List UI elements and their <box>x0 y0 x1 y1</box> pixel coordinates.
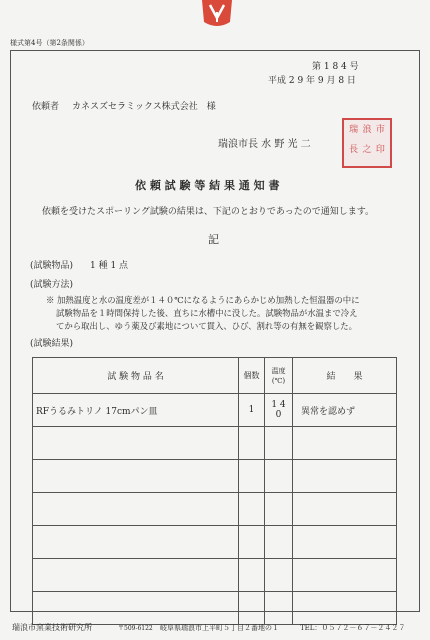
table-row <box>33 427 397 460</box>
requester-label: 依頼者 <box>32 102 60 112</box>
table-header-row <box>33 358 397 394</box>
table-row <box>33 526 397 559</box>
cell-temperature <box>265 460 293 493</box>
stamp-char: 長 <box>349 145 359 155</box>
header-count: 個数 <box>239 358 265 394</box>
stamp-char: 浪 <box>362 125 372 135</box>
cell-count <box>239 526 265 559</box>
requester-name: カネスズセラミックス株式会社 様 <box>72 102 216 112</box>
table-row <box>33 559 397 592</box>
cell-count <box>239 559 265 592</box>
results-table <box>32 357 397 625</box>
cell-count <box>239 592 265 625</box>
header-item-name: 試 験 物 品 名 <box>33 358 239 394</box>
results-label: (試験結果) <box>30 339 74 349</box>
cell-count <box>239 493 265 526</box>
table-row <box>33 592 397 625</box>
cell-result <box>293 559 397 592</box>
method-label: (試験方法) <box>30 280 74 290</box>
header-result: 結 果 <box>293 358 397 394</box>
cell-temperature: 1 4 0 <box>265 394 293 427</box>
method-line-3: てから取出し、ゆう薬及び素地について貫入、ひび、割れ等の有無を観察した。 <box>56 321 357 331</box>
cell-count: 1 <box>239 394 265 427</box>
method-line-1: ※ 加熱温度と水の温度差が１４０℃になるようにあらかじめ加熱した恒温器の中に <box>46 295 360 305</box>
cell-count <box>239 427 265 460</box>
cell-count <box>239 460 265 493</box>
footer-tel: TEL：０５７２－６７－２４２７ <box>300 624 406 632</box>
cell-temperature <box>265 592 293 625</box>
table-row <box>33 394 397 427</box>
official-stamp <box>342 118 392 168</box>
document-date: 平成 2 9 年 9 月 8 日 <box>268 76 356 86</box>
method-line-2: 試験物品を１時間保持した後、直ちに水槽中に没した。試験物品が水温まで冷え <box>56 308 358 318</box>
cell-temperature <box>265 526 293 559</box>
cell-item-name <box>33 427 239 460</box>
top-seal-icon <box>200 0 234 28</box>
cell-result <box>293 460 397 493</box>
cell-temperature <box>265 559 293 592</box>
table-row <box>33 493 397 526</box>
document-number: 第 1 8 4 号 <box>312 62 359 72</box>
issuer-name: 瑞浪市長 水 野 光 二 <box>218 139 311 150</box>
cell-result <box>293 427 397 460</box>
stamp-char: 印 <box>375 145 385 155</box>
cell-item-name <box>33 526 239 559</box>
cell-item-name: RFうるみトリノ 17cmパン皿 <box>33 394 239 427</box>
header-temperature: 温度(℃) <box>265 358 293 394</box>
cell-result <box>293 592 397 625</box>
footer-address: 岐阜県瑞浪市上平町５丁目２番地の１ <box>160 624 279 632</box>
cell-result <box>293 526 397 559</box>
cell-temperature <box>265 427 293 460</box>
item-count: 1 種 1 点 <box>90 261 129 271</box>
stamp-char: 瑞 <box>349 125 359 135</box>
stamp-char: 市 <box>375 125 385 135</box>
document-title: 依 頼 試 験 等 結 果 通 知 書 <box>135 179 280 192</box>
table-row <box>33 460 397 493</box>
cell-item-name <box>33 493 239 526</box>
intro-text: 依頼を受けたスポーリング試験の結果は、下記のとおりであったので通知します。 <box>42 207 375 217</box>
footer-postal: 〒509-6122 <box>118 625 153 632</box>
stamp-char: 之 <box>362 145 372 155</box>
cell-result <box>293 493 397 526</box>
cell-result: 異常を認めず <box>293 394 397 427</box>
cell-item-name <box>33 460 239 493</box>
cell-item-name <box>33 592 239 625</box>
form-label: 様式第4号（第2条関係） <box>10 39 89 47</box>
cell-item-name <box>33 559 239 592</box>
footer-org: 瑞浪市窯業技術研究所 <box>12 623 92 632</box>
item-label: (試験物品) <box>30 261 74 271</box>
cell-temperature <box>265 493 293 526</box>
ki-heading: 記 <box>208 233 219 246</box>
